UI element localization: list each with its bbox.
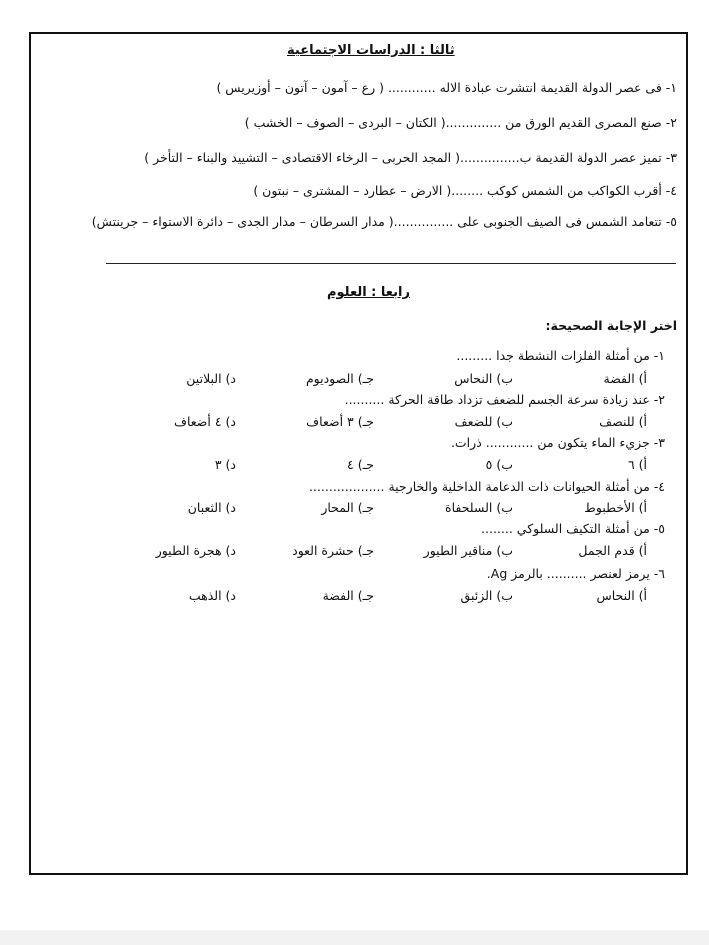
social-question-5: ٥- تتعامد الشمس فى الصيف الجنوبى على ...............( مدار السرطان – مدار الجدى – دائرة الاستواء – جرينتش) [91,214,677,229]
q5-option-a: أ) قدم الجمل [578,543,647,558]
social-question-2: ٢- صنع المصرى القديم الورق من ..............( الكتان – البردى – الصوف – الخشب ) [244,115,677,130]
q4-option-a: أ) الأخطبوط [584,500,647,515]
q2-option-a: أ) للنصف [599,414,647,429]
q6-option-d: د) الذهب [188,588,236,603]
q6-option-c: جـ) الفضة [322,588,374,603]
q2-option-c: جـ) ٣ أضعاف [306,414,374,429]
q2-option-b: ب) للضعف [454,414,513,429]
q1-option-b: ب) النحاس [454,371,513,386]
section-divider [106,263,676,264]
q6-option-b: ب) الزئبق [460,588,513,603]
science-question-4-stem: ٤- من أمثلة الحيوانات ذات الدعامة الداخلية والخارجية ................... [308,479,665,494]
q1-option-d: د) البلاتين [186,371,236,386]
q3-option-c: جـ) ٤ [347,457,374,472]
science-question-1-stem: ١- من أمثلة الفلزات النشطة جدا ......... [456,348,665,363]
science-question-5-stem: ٥- من أمثلة التكيف السلوكي ........ [481,521,665,536]
q1-option-a: أ) الفضة [603,371,647,386]
q4-option-b: ب) السلحفاة [445,500,513,515]
social-question-4: ٤- أقرب الكواكب من الشمس كوكب ........( الارض – عطارد – المشترى – نبتون ) [253,183,677,198]
q6-option-a: أ) النحاس [596,588,647,603]
q3-option-a: أ) ٦ [627,457,647,472]
social-question-1: ١- فى عصر الدولة القديمة انتشرت عبادة الاله ............ ( رع – آمون – آتون – أوزيريس ) [216,80,677,95]
q1-option-c: جـ) الصوديوم [305,371,374,386]
q4-option-d: د) الثعبان [187,500,236,515]
q3-option-d: د) ٣ [214,457,236,472]
social-question-3: ٣- تميز عصر الدولة القديمة ب...............( المجد الحربى – الرخاء الاقتصادى – التشييد والبناء – التأخر ) [144,150,677,165]
q2-option-d: د) ٤ أضعاف [174,414,236,429]
science-question-3-stem: ٣- جزيء الماء يتكون من ............ ذرات. [450,435,665,450]
q5-option-b: ب) مناقير الطيور [423,543,513,558]
science-instruction: اختر الإجابة الصحيحة: [545,318,677,333]
social-heading: ثالثا : الدراسات الاجتماعية [287,43,455,58]
q5-option-c: جـ) حشرة العود [292,543,374,558]
q4-option-c: جـ) المحار [321,500,374,515]
q3-option-b: ب) ٥ [485,457,513,472]
q5-option-d: د) هجرة الطيور [155,543,236,558]
science-question-2-stem: ٢- عند زيادة سرعة الجسم للضعف تزداد طاقة الحركة .......... [344,392,665,407]
science-heading: رابعا : العلوم [327,285,410,300]
science-question-6-stem: ٦- يرمز لعنصر .......... بالرمز Ag. [486,566,665,581]
